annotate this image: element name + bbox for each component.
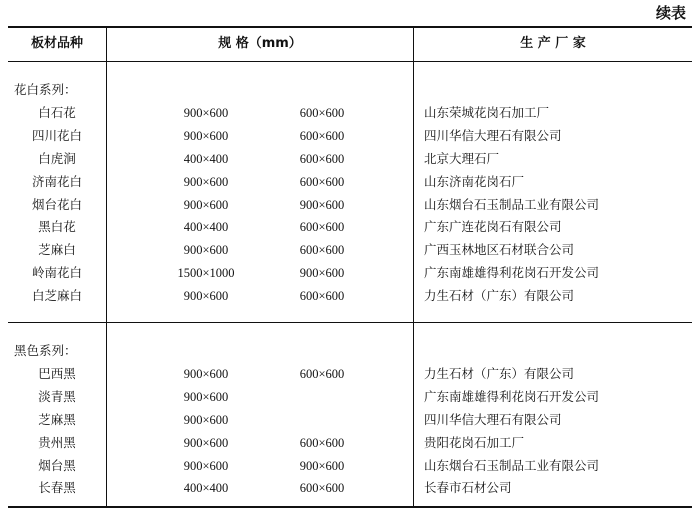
stone-name: 济南花白 [31,173,82,189]
manufacturer: 力生石材（广东）有限公司 [424,288,575,304]
manufacturer: 山东荣城花岗石加工厂 [424,104,550,120]
stone-name: 淡青黑 [38,388,76,404]
spec-size-2: 600×600 [299,128,345,143]
manufacturer: 力生石材（广东）有限公司 [424,365,575,381]
stone-name: 长春黑 [38,480,76,496]
spec-size-1: 900×600 [183,128,229,143]
spec-size-1: 900×600 [183,412,229,427]
spec-size-2: 600×600 [299,105,345,120]
manufacturer: 四川华信大理石有限公司 [424,411,562,427]
stone-name: 贵州黑 [38,434,76,450]
manufacturer: 广东广连花岗石有限公司 [424,219,562,235]
spec-size-1: 900×600 [183,366,229,381]
spec-size-2: 900×600 [299,458,345,473]
spec-size-2: 600×600 [299,243,345,258]
spec-size-2: 600×600 [299,151,345,166]
stone-name: 白石花 [38,104,76,120]
header-type: 板材品种 [30,36,83,51]
spec-size-1: 900×600 [183,197,229,212]
manufacturer: 广东南雄雄得利花岗石开发公司 [424,388,600,404]
continued-label: 续表 [655,4,686,22]
spec-size-1: 1500×1000 [177,266,235,281]
stone-name: 白虎涧 [38,150,76,166]
table-bottom-rule [8,506,692,508]
spec-size-2: 600×600 [299,174,345,189]
group-title: 黑色系列： [14,343,77,358]
stone-name: 黑白花 [38,219,76,235]
column-divider [413,27,414,506]
spec-size-2 [272,386,372,408]
spec-size-1: 900×600 [183,389,229,404]
stone-name: 芝麻黑 [38,411,76,427]
spec-size-2: 600×600 [299,435,345,450]
manufacturer: 长春市石材公司 [424,480,512,496]
spec-size-1: 900×600 [183,289,229,304]
manufacturer: 北京大理石厂 [424,150,500,166]
header-maker: 生 产 厂 家 [520,36,586,51]
manufacturer: 山东烟台石玉制品工业有限公司 [424,196,600,212]
spec-size-2: 600×600 [299,220,345,235]
spec-size-2: 900×600 [299,266,345,281]
manufacturer: 四川华信大理石有限公司 [424,127,562,143]
stone-name: 芝麻白 [38,242,76,258]
spec-size-2: 600×600 [299,481,345,496]
manufacturer: 山东烟台石玉制品工业有限公司 [424,457,600,473]
header-spec: 规 格（mm） [218,36,302,51]
spec-size-1: 900×600 [183,105,229,120]
spec-size-1: 900×600 [183,435,229,450]
spec-size-1: 900×600 [183,243,229,258]
group-divider-rule [8,322,692,323]
spec-size-2: 900×600 [299,197,345,212]
manufacturer: 广西玉林地区石材联合公司 [424,242,575,258]
spec-size-1: 900×600 [183,174,229,189]
manufacturer: 贵阳花岗石加工厂 [424,434,525,450]
spec-size-1: 400×400 [183,220,229,235]
stone-name: 烟台黑 [38,457,76,473]
table-top-rule [8,26,692,28]
spec-size-1: 400×400 [183,481,229,496]
spec-size-2: 600×600 [299,366,345,381]
stone-name: 烟台花白 [31,196,82,212]
spec-size-1: 400×400 [183,151,229,166]
manufacturer: 广东南雄雄得利花岗石开发公司 [424,265,600,281]
header-bottom-rule [8,61,692,62]
spec-size-2 [272,409,372,431]
stone-name: 巴西黑 [38,365,76,381]
stone-name: 白芝麻白 [31,288,82,304]
spec-size-1: 900×600 [183,458,229,473]
group-title: 花白系列： [14,82,77,97]
column-divider [106,27,107,506]
stone-name: 四川花白 [31,127,82,143]
stone-name: 岭南花白 [31,265,82,281]
manufacturer: 山东济南花岗石厂 [424,173,525,189]
spec-size-2: 600×600 [299,289,345,304]
